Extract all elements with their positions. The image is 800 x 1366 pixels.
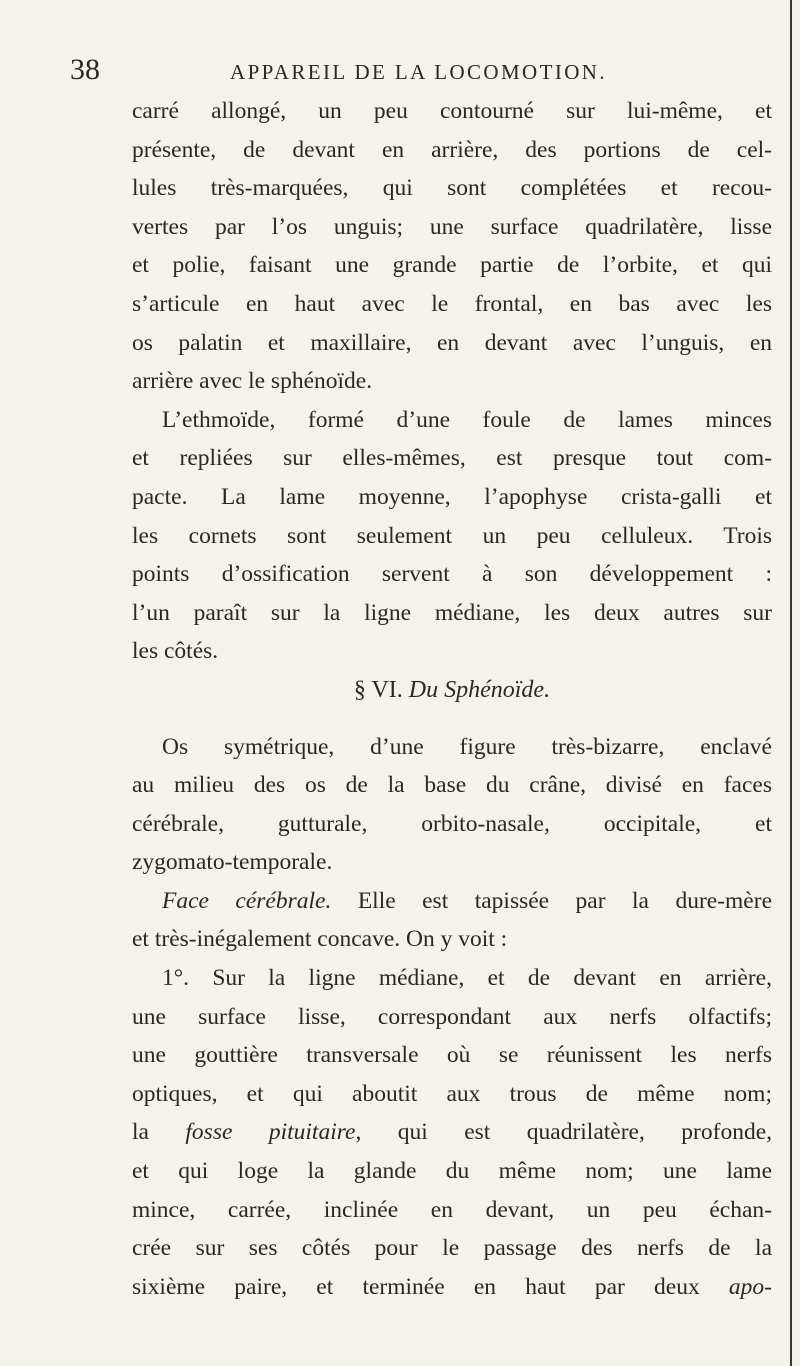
text-line: 1°. Sur la ligne médiane, et de devant en arrière, <box>162 965 772 992</box>
italic-term: apo- <box>728 1273 772 1300</box>
text-line: présente, de devant en arrière, des portions de cel- <box>132 136 772 163</box>
page-edge-shadow <box>790 0 792 1366</box>
text-line: l’un paraît sur la ligne médiane, les deux autres sur <box>132 599 772 626</box>
text-line: zygomato-temporale. <box>132 849 333 876</box>
text-line: une gouttière transversale où se réunissent les nerfs <box>132 1042 772 1069</box>
text-line: et très-inégalement concave. On y voit : <box>132 926 508 953</box>
text-line: cérébrale, gutturale, orbito-nasale, occipitale, et <box>132 810 772 837</box>
italic-term: fosse pituitaire <box>185 1119 356 1146</box>
body-text <box>132 92 772 1306</box>
text-line: les côtés. <box>132 638 219 665</box>
text-line <box>132 1268 772 1307</box>
text-line: s’articule en haut avec le frontal, en bas avec les <box>132 290 772 317</box>
text-line: arrière avec le sphénoïde. <box>132 368 373 395</box>
text-line: Os symétrique, d’une figure très-bizarre, enclavé <box>162 733 772 760</box>
text-line <box>132 1113 772 1152</box>
text-line: vertes par l’os unguis; une surface quadrilatère, lisse <box>132 213 772 240</box>
line-rest: , qui est quadrilatère, profonde, <box>355 1119 772 1146</box>
section-heading-title: Du Sphénoïde. <box>408 676 551 703</box>
section-heading <box>132 671 772 710</box>
line-pre: la <box>132 1119 186 1146</box>
page-header <box>70 52 720 92</box>
section-heading-prefix: § VI. <box>353 676 409 703</box>
text-line: au milieu des os de la base du crâne, divisé en faces <box>132 772 772 799</box>
text-line: et polie, faisant une grande partie de l’orbite, et qui <box>132 252 772 279</box>
text-line: optiques, et qui aboutit aux trous de même nom; <box>132 1080 772 1107</box>
running-title: APPAREIL DE LA LOCOMOTION. <box>230 60 608 84</box>
page-number: 38 <box>70 53 100 86</box>
text-line <box>132 882 772 921</box>
text-line: et repliées sur elles-mêmes, est presque tout com- <box>132 445 772 472</box>
text-line: carré allongé, un peu contourné sur lui-même, et <box>132 98 772 124</box>
line-rest: Elle est tapissée par la dure-mère <box>331 887 772 914</box>
text-line: pacte. La lame moyenne, l’apophyse crista-galli et <box>132 483 772 510</box>
italic-lead: Face cérébrale. <box>162 887 332 914</box>
spacer <box>132 710 772 728</box>
text-line: crée sur ses côtés pour le passage des nerfs de la <box>132 1235 772 1262</box>
text-line: et qui loge la glande du même nom; une lame <box>132 1158 772 1185</box>
text-line: mince, carrée, inclinée en devant, un peu échan- <box>132 1196 772 1223</box>
line-pre: sixième paire, et terminée en haut par deux <box>132 1273 729 1300</box>
text-line: une surface lisse, correspondant aux nerfs olfactifs; <box>132 1003 772 1030</box>
text-line: points d’ossification servent à son développement : <box>132 561 772 588</box>
text-line: les cornets sont seulement un peu celluleux. Trois <box>132 522 772 549</box>
text-line: os palatin et maxillaire, en devant avec l’unguis, en <box>132 329 772 356</box>
text-line: L’ethmoïde, formé d’une foule de lames minces <box>162 406 772 433</box>
text-line: lules très-marquées, qui sont complétées et recou- <box>132 175 772 202</box>
